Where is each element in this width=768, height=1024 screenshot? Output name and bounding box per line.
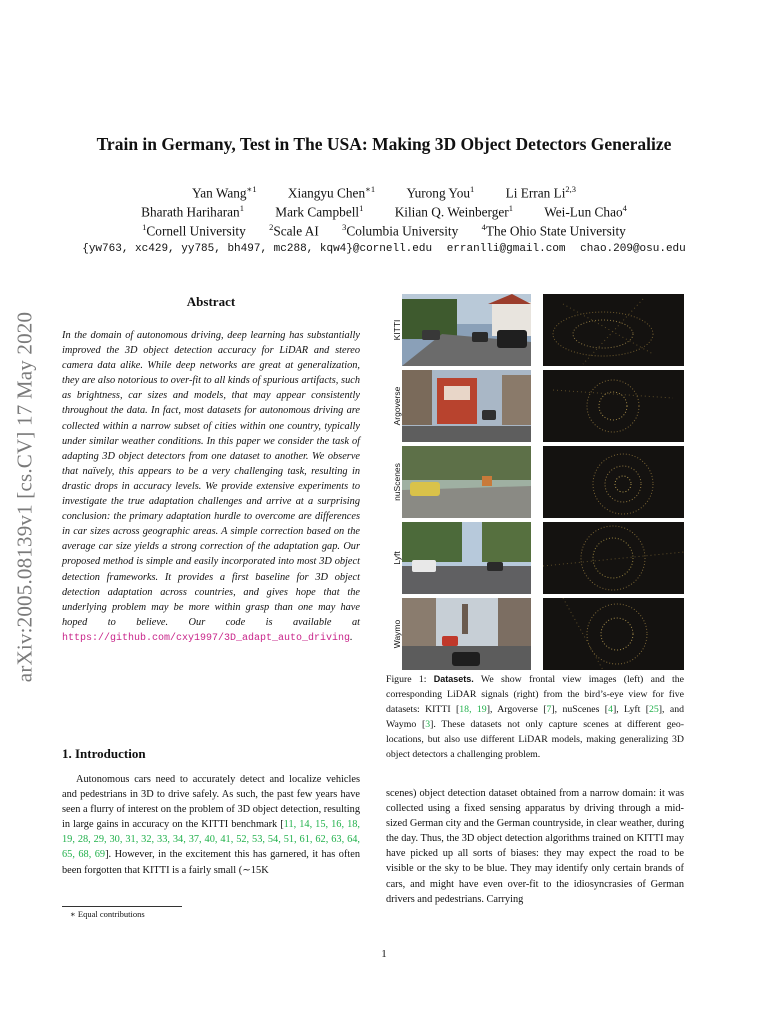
figure-row-nuscenes	[390, 446, 684, 518]
author: Kilian Q. Weinberger$^1$	[394, 203, 513, 220]
author: Yan Wang$^{∗1}$	[191, 184, 257, 201]
lidar-bev-image	[543, 370, 684, 442]
lidar-bev-image	[543, 294, 684, 366]
author: Li Erran Li$^{2,3}$	[505, 184, 577, 201]
frontal-view-image	[402, 294, 531, 366]
affiliations	[0, 222, 768, 239]
row-label: Waymo	[392, 619, 402, 649]
affiliation: $^4$The Ohio State University	[481, 222, 626, 239]
author: Yurong You$^1$	[406, 184, 475, 201]
authors-row-1	[0, 184, 768, 201]
citation-link[interactable]: 3	[425, 719, 431, 731]
caption-title: Datasets.	[433, 674, 474, 684]
citation-link[interactable]: 18, 19	[459, 704, 487, 716]
intro-citations[interactable]: 11, 14, 15, 16, 18, 19, 28, 29, 30, 31, 32, 33, 34, 37, 40, 41, 52, 53, 54, 51, 61, 62, 63, 64, 65, 68, 69	[62, 819, 360, 861]
citation-link[interactable]: 7	[546, 704, 552, 716]
figure-row-lyft	[390, 522, 684, 594]
introduction-paragraph	[62, 772, 360, 878]
author: Wei-Lun Chao$^4$	[544, 203, 627, 220]
abstract-heading: Abstract	[186, 294, 236, 309]
figure-row-argoverse	[390, 370, 684, 442]
section-heading-introduction: 1. Introduction	[62, 746, 146, 761]
affiliation: $^3$Columbia University	[342, 222, 459, 239]
figure-1	[390, 294, 684, 670]
row-label: Argoverse	[392, 386, 402, 426]
figure-row-waymo	[390, 598, 684, 670]
author-emails	[0, 243, 768, 255]
intro-text: Autonomous cars need to accurately detect and localize vehicles and pedestrians in 3D to drive safely. As such, the past few years have seen a flurry of interest on the problem of 3D object detection, resulting in large gains in accuracy on the KITTI benchmark [	[62, 774, 360, 831]
arxiv-identifier	[6, 262, 44, 732]
figure-1-caption: Figure 1: Datasets. We show frontal view images (left) and the corresponding LiDAR signals (right) from the bird’s-eye view for five datasets: KITTI [18, 19], Argoverse [7], nuScenes [4], Lyft [25], and Waymo [3]. These datasets not only capture scenes at different geo-locations, but also use different LiDAR models, making generalizing 3D object detectors a challenging problem.	[386, 674, 684, 761]
frontal-view-image	[402, 370, 531, 442]
frontal-view-image	[402, 446, 531, 518]
row-label: Lyft	[392, 551, 402, 565]
frontal-view-image	[402, 598, 531, 670]
authors-row-2	[0, 203, 768, 220]
lidar-bev-image	[543, 522, 684, 594]
code-link[interactable]: https://github.com/cxy1997/3D_adapt_auto_driving	[62, 632, 351, 644]
abstract-period: .	[350, 631, 353, 643]
abstract-text: In the domain of autonomous driving, deep learning has substantially improved the 3D object detection accuracy for LiDAR and stereo camera data alike. While deep networks are great at generalization, they are also notorious to over-fit to all kinds of spurious artifacts, such as brightness, car sizes and models, that may appear consistently throughout the data. In fact, most datasets for autonomous driving are collected within a narrow subset of cities within one country, typically under similar weather conditions. In this paper we consider the task of adapting 3D object detectors from one dataset to another. We observe that naïvely, this appears to be a very challenging task, resulting in drastic drops in accuracy levels. We provide extensive experiments to investigate the true adaptation challenges and arrive at a surprising conclusion: the primary adaptation hurdle to overcome are differences in car sizes across geographic areas. A simple correction based on the average car size yields a strong correction of the adaptation gap. Our proposed method is simple and easily incorporated into most 3D object detection frameworks. It provides a first baseline for 3D object detection adaptation across countries, and gives hope that the underlying problem may be more within grasp than one may have hoped to believe. Our code is available at	[62, 330, 360, 628]
row-label: KITTI	[392, 319, 402, 341]
intro-text: ]. However, in the excitement this has garnered, it has often been forgotten that KITTI is a fairly small (∼15K	[62, 849, 360, 876]
footnote: ∗ Equal contributions	[70, 909, 145, 919]
author: Mark Campbell$^1$	[275, 203, 364, 220]
author: Bharath Hariharan$^1$	[141, 203, 244, 220]
caption-label: Figure 1:	[386, 674, 427, 685]
author: Xiangyu Chen$^{∗1}$	[287, 184, 376, 201]
figure-row-kitti	[390, 294, 684, 366]
lidar-bev-image	[543, 598, 684, 670]
footnote-rule	[62, 906, 182, 907]
affiliation: $^2$Scale AI	[269, 222, 319, 239]
frontal-view-image	[402, 522, 531, 594]
arxiv-identifier-text: arXiv:2005.08139v1 [cs.CV] 17 May 2020	[12, 311, 37, 683]
email: erranlli@gmail.com	[446, 243, 566, 255]
right-column-paragraph: scenes) object detection dataset obtained from a narrow domain: it was collected using a fixed sensing apparatus by driving through a mid-sized German city and the German countryside, in clear weather, during the day. Thus, the 3D object detection algorithms trained on KITTI may have picked up all sorts of biases: they may expect the road to be visible or the sky to be blue. They may identify only certain brands of cars, and might have even over-fit to the idiosyncrasies of German drivers and pedestrians. Carrying	[386, 788, 684, 905]
paper-title: Train in Germany, Test in The USA: Making 3D Object Detectors Generalize	[96, 134, 672, 154]
citation-link[interactable]: 4	[608, 704, 613, 716]
row-label: nuScenes	[392, 463, 402, 501]
email: chao.209@osu.edu	[580, 243, 686, 255]
email: {yw763, xc429, yy785, bh497, mc288, kqw4}@cornell.edu	[82, 243, 433, 255]
page-number: 1	[381, 948, 387, 960]
affiliation: $^1$Cornell University	[142, 222, 246, 239]
lidar-bev-image	[543, 446, 684, 518]
citation-link[interactable]: 25	[648, 704, 659, 716]
abstract-body	[62, 328, 360, 646]
